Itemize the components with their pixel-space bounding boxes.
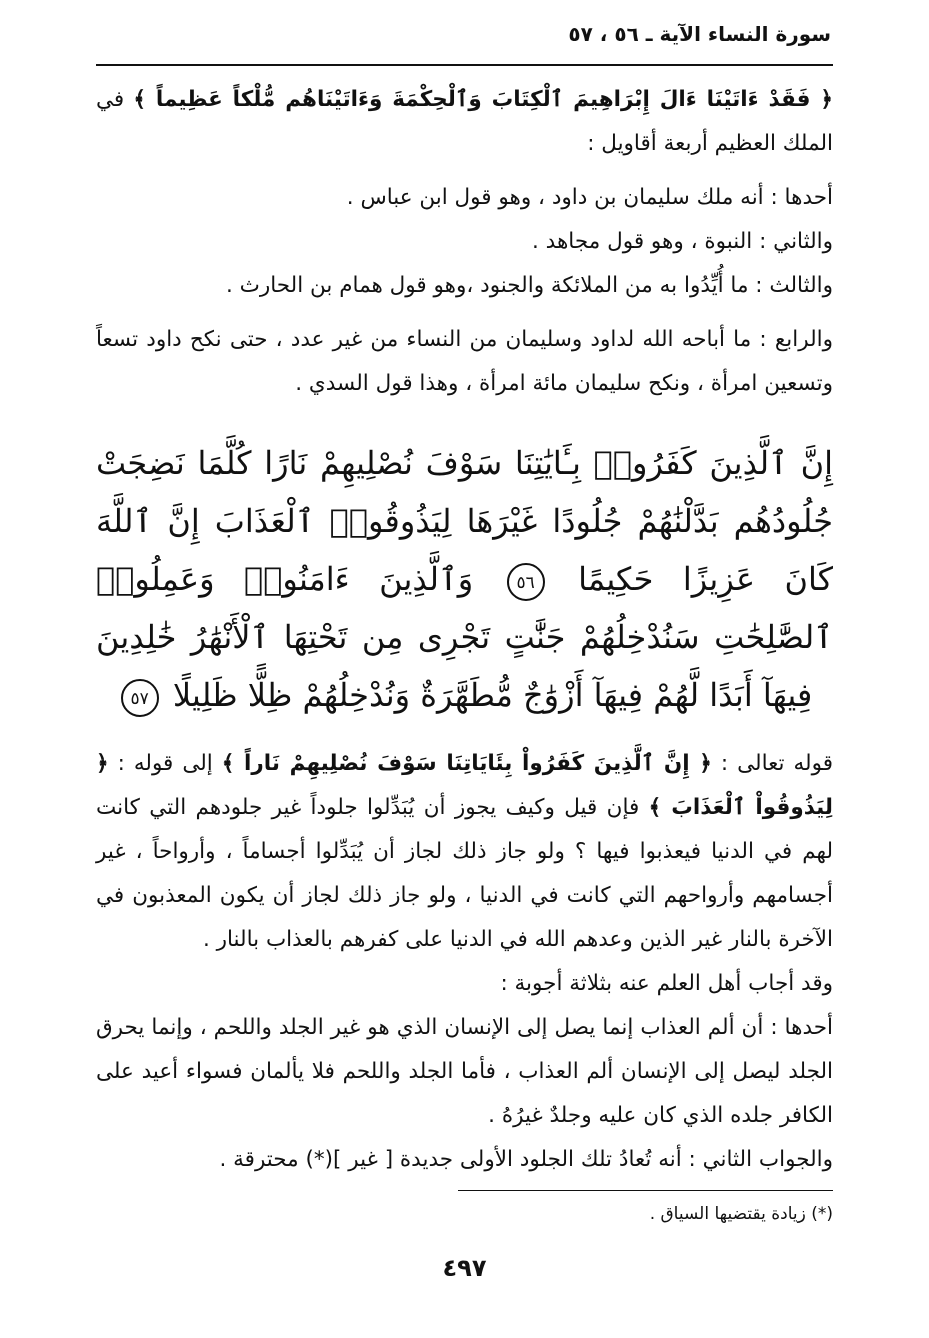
page-body bbox=[96, 78, 833, 1182]
opinion-3: والثالث : ما أُيِّدُوا به من الملائكة والجنود ،وهو قول همام بن الحارث . bbox=[225, 273, 833, 298]
footnote-divider bbox=[458, 1190, 833, 1191]
verse-57-text: وَٱلَّذِينَ ءَامَنُوا۟ وَعَمِلُوا۟ ٱلصَّٰلِحَٰتِ سَنُدْخِلُهُمْ جَنَّٰتٍ تَجْرِى مِن تَحْتِهَا ٱلْأَنْهَٰرُ خَٰلِدِينَ فِيهَآ أَبَدًا لَّهُمْ فِيهَآ أَزْوَٰجٌ مُّطَهَّرَةٌ وَنُدْخِلُهُمْ ظِلًّا ظَلِيلًا bbox=[96, 560, 833, 714]
quoted-verse-start: ﴿ إِنَّ ٱلَّذِينَ كَفَرُواْ بِئَايَاتِنَا سَوْفَ نُصْلِيهِمْ نَاراً ﴾ bbox=[221, 751, 712, 776]
footnote: (*) زيادة يقتضيها السياق . bbox=[649, 1204, 833, 1224]
verse-number-57: ٥٧ bbox=[121, 679, 159, 717]
running-header: سورة النساء الآية ـ ٥٦ ، ٥٧ bbox=[568, 22, 831, 46]
commentary-lead: قوله تعالى : bbox=[711, 751, 833, 776]
spacer bbox=[96, 406, 833, 434]
opinion-2: والثاني : النبوة ، وهو قول مجاهد . bbox=[532, 229, 833, 254]
verse-number-56: ٥٦ bbox=[507, 563, 545, 601]
opinion-4: والرابع : ما أباحه الله لداود وسليمان من النساء من غير عدد ، حتى نكح داود تسعاً وتسعين امرأة ، ونكح سليمان مائة امرأة ، وهذا قول السدي . bbox=[96, 327, 833, 396]
page-number: ٤٩٧ bbox=[442, 1254, 487, 1282]
quoted-verse: ﴿ فَقَدْ ءَاتَيْنَا ءَالَ إِبْرَاهِيمَ ٱلْكِتَابَ وَٱلْحِكْمَةَ وَءَاتَيْنَاهُم مُّلْكاً عَظِيماً ﴾ bbox=[133, 87, 833, 112]
commentary-question: فإن قيل وكيف يجوز أن يُبَدِّلوا جلوداً غير جلودهم التي كانت لهم في الدنيا فيعذبوا فيها ؟ ولو جاز ذلك لجاز أن يُبَدِّلوا أجساماً ، وأرواحاً ، غير أجسامهم وأرواحهم التي كانت في الدنيا ، ولو جاز ذلك لجاز أن يكون المعذبون في الآخرة بالنار غير الذين وعدهم الله في الدنيا على كفرهم بالعذاب بالنار . bbox=[96, 795, 833, 952]
commentary-paragraph-1 bbox=[96, 742, 833, 962]
intro-paragraph bbox=[96, 78, 833, 166]
commentary-paragraph-2: وقد أجاب أهل العلم عنه بثلاثة أجوبة : bbox=[500, 971, 833, 996]
commentary-connector: إلى قوله : bbox=[108, 751, 222, 776]
commentary-paragraph-4: والجواب الثاني : أنه تُعادُ تلك الجلود الأولى جديدة [ غير ](*) محترقة . bbox=[219, 1147, 833, 1172]
commentary-paragraph-3: أحدها : أن ألم العذاب إنما يصل إلى الإنسان الذي هو غير الجلد واللحم ، وإنما يحرق الجلد ليصل إلى الإنسان ألم العذاب ، فأما الجلد واللحم فلا يألمان فسواء أعيد على الكافر جلده الذي كان عليه وجلدٌ غيرُهُ . bbox=[96, 1015, 833, 1128]
opinion-1: أحدها : أنه ملك سليمان بن داود ، وهو قول ابن عباس . bbox=[346, 185, 833, 210]
verse-56-text: إِنَّ ٱلَّذِينَ كَفَرُوا۟ بِـَٔايَٰتِنَا سَوْفَ نُصْلِيهِمْ نَارًا كُلَّمَا نَضِجَتْ جُلُودُهُم بَدَّلْنَٰهُمْ جُلُودًا غَيْرَهَا لِيَذُوقُوا۟ ٱلْعَذَابَ إِنَّ ٱللَّهَ كَانَ عَزِيزًا حَكِيمًا bbox=[96, 444, 834, 598]
header-divider bbox=[96, 64, 833, 66]
intro-text: في الملك العظيم أربعة أقاويل : bbox=[96, 87, 833, 156]
quran-verses-block bbox=[96, 434, 833, 724]
spacer bbox=[96, 724, 833, 742]
spacer bbox=[96, 308, 833, 318]
quoted-verse-end: ﴿ لِيَذُوقُواْ ٱلْعَذَابَ ﴾ bbox=[96, 751, 833, 820]
spacer bbox=[96, 166, 833, 176]
